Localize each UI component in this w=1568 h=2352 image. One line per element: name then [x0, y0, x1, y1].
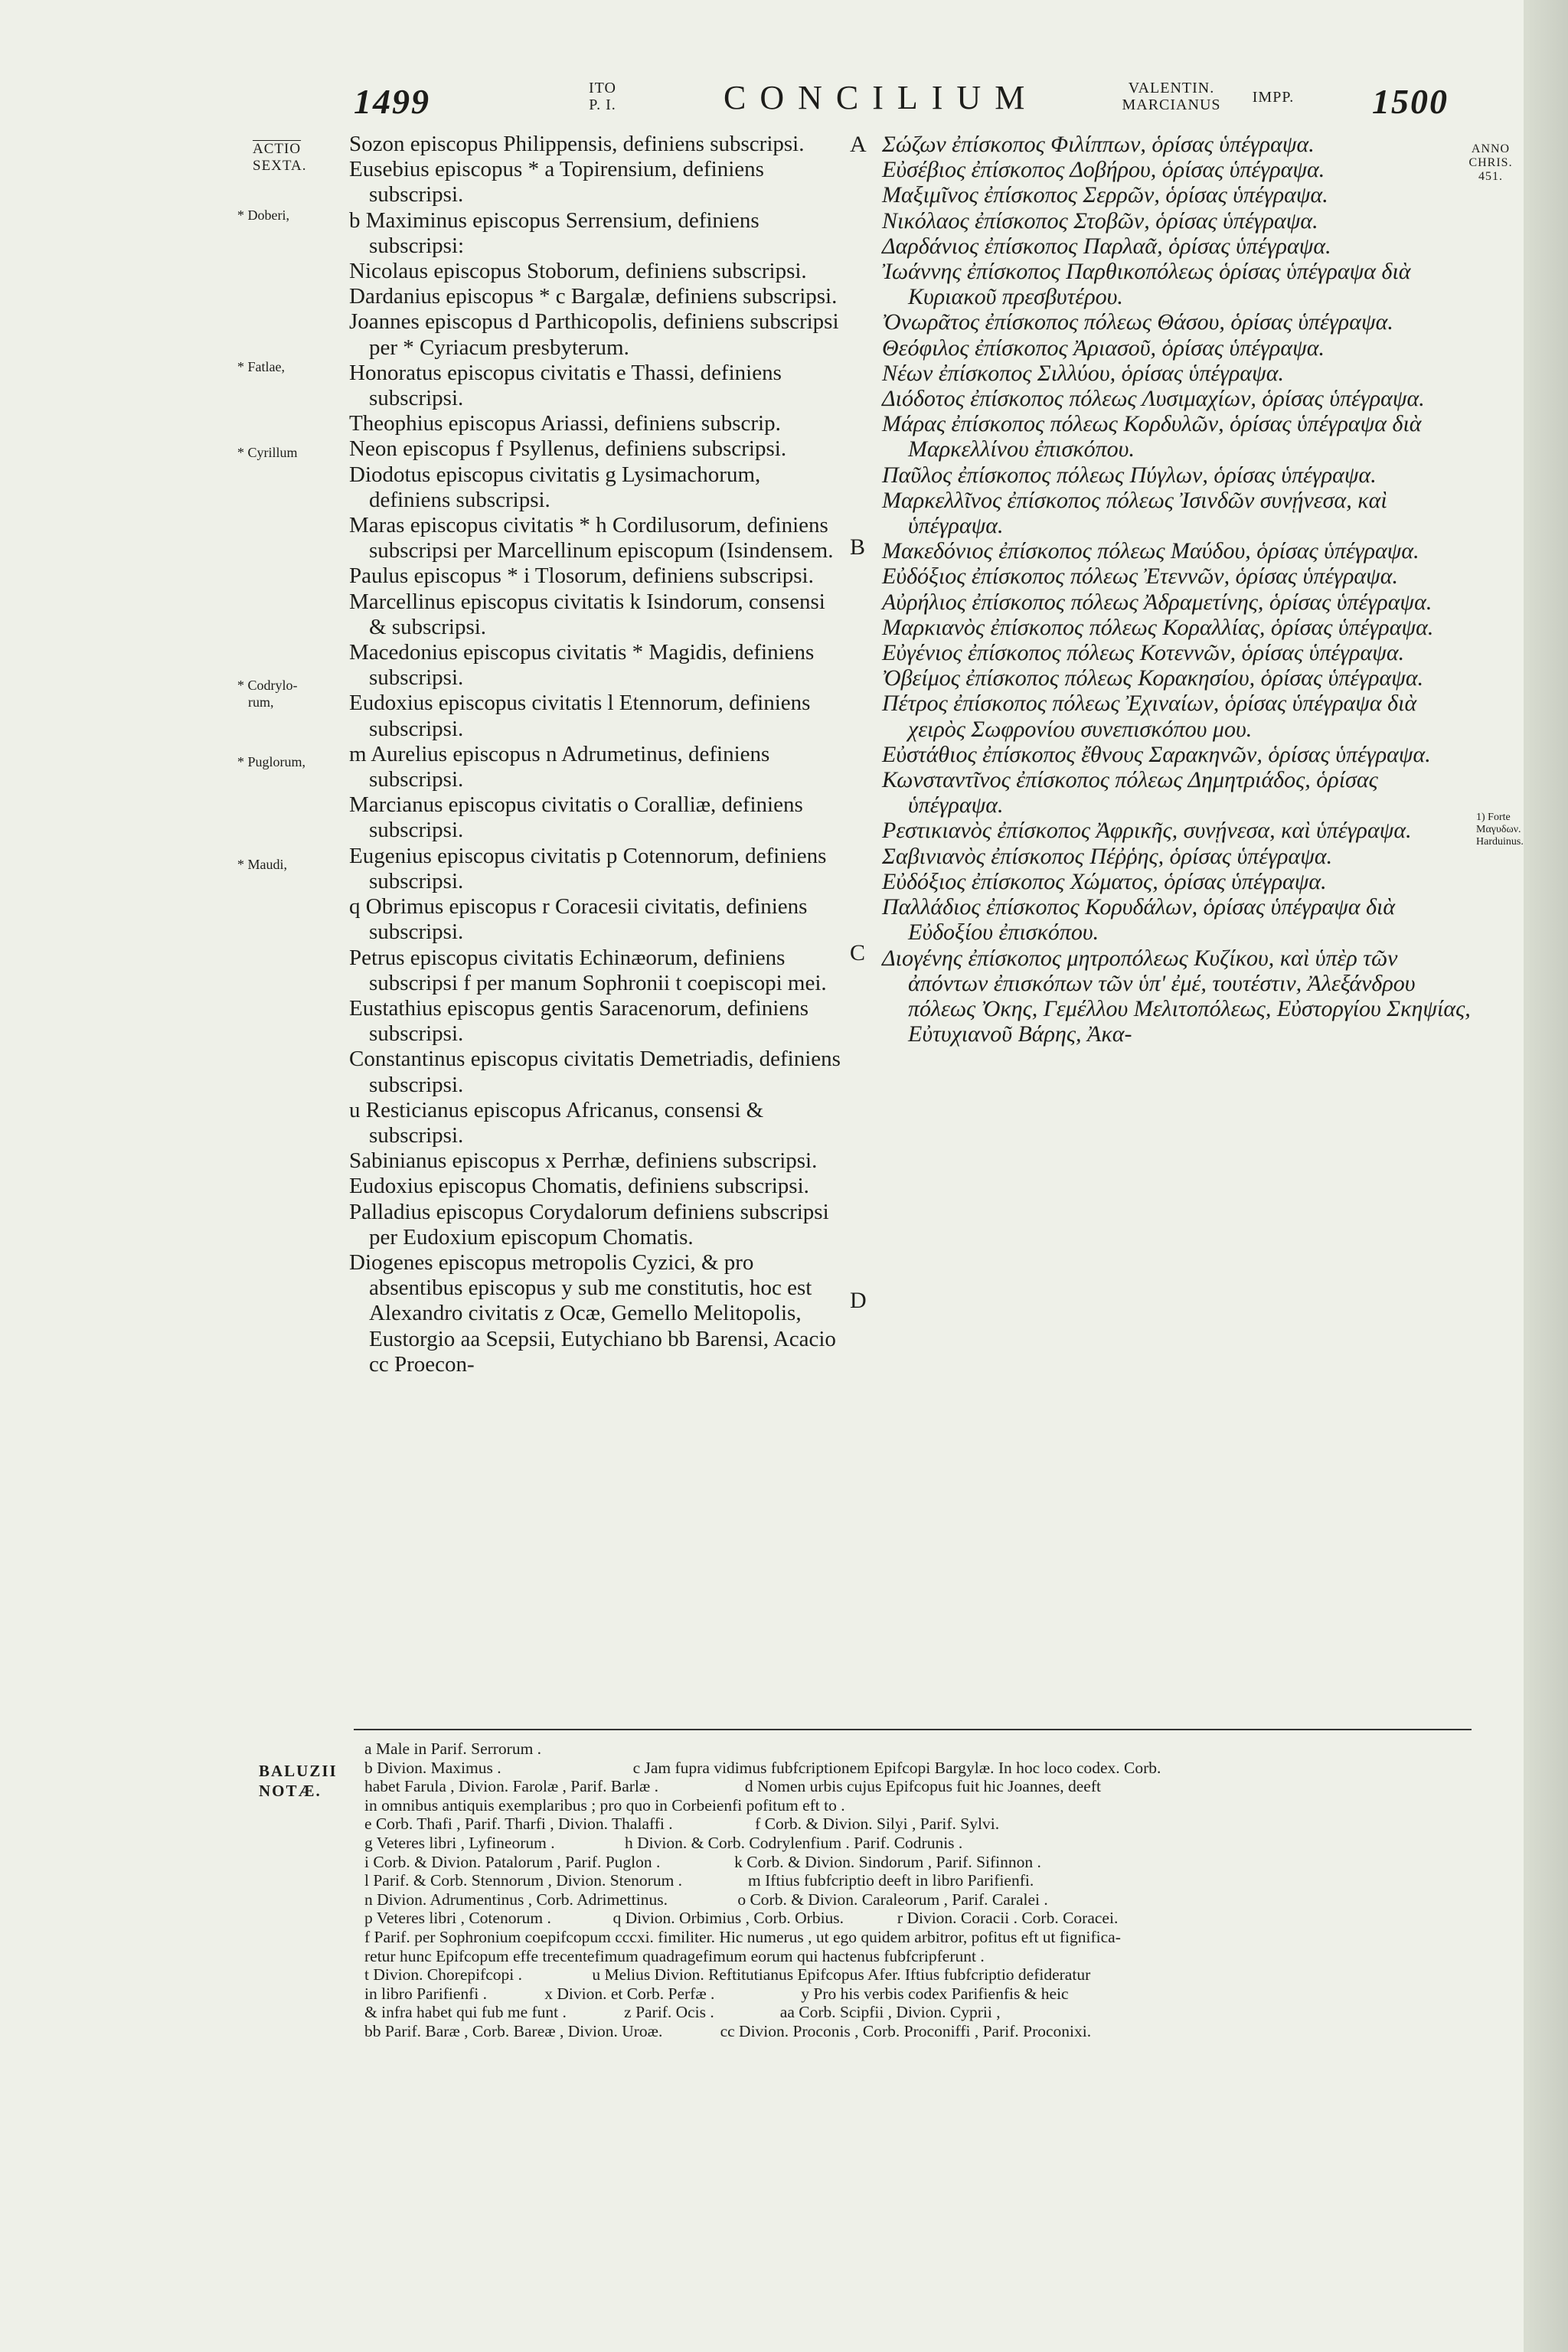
notes-label-1: BALUZII	[259, 1762, 338, 1780]
latin-entry: Marcellinus episcopus civitatis k Isindorum, consensi & subscripsi.	[349, 589, 825, 639]
latin-entry: Eustathius episcopus gentis Saracenorum, definiens subscripsi.	[349, 995, 809, 1047]
adjacent-page-edge	[1524, 0, 1568, 2352]
greek-entry: Εὐσέβιος ἐπίσκοπος Δοβήρου, ὁρίσας ὑπέγραψα.	[882, 157, 1325, 183]
greek-entry: Εὐστάθιος ἐπίσκοπος ἔθνους Σαρακηνῶν, ὁρίσας ὑπέγραψα.	[882, 741, 1431, 767]
latin-entry: u Resticianus episcopus Africanus, consensi & subscripsi.	[349, 1097, 764, 1148]
footnote-line: in libro Parifienfi . x Divion. et Corb. Perfæ . y Pro his verbis codex Parifienfis & heic	[364, 1984, 1069, 2003]
column-marker-b: B	[850, 534, 866, 560]
column-marker-d: D	[850, 1288, 867, 1313]
emperors-label	[1102, 80, 1240, 113]
running-header	[0, 77, 1524, 130]
greek-entry: Νικόλαος ἐπίσκοπος Στοβῶν, ὁρίσας ὑπέγραψα.	[882, 207, 1318, 234]
page-number-left: 1499	[354, 82, 430, 121]
margin-note-codrylorum	[237, 677, 298, 710]
latin-entry: Palladius episcopus Corydalorum definiens subscripsi per Eudoxium episcopum Chomatis.	[349, 1199, 829, 1250]
notes-divider	[354, 1729, 1472, 1730]
latin-entry: Honoratus episcopus civitatis e Thassi, definiens subscripsi.	[349, 360, 782, 411]
latin-entry: Neon episcopus f Psyllenus, definiens subscripsi.	[349, 436, 787, 462]
greek-entry: Ὀνωρᾶτος ἐπίσκοπος πόλεως Θάσου, ὁρίσας ὑπέγραψα.	[882, 309, 1393, 335]
notes-label	[259, 1761, 338, 1801]
footnote-line: t Divion. Chorepifcopi . u Melius Divion. Reftitutianus Epifcopus Afer. Iftius fubfcriptio defideratur	[364, 1965, 1091, 1984]
page-title: CONCILIUM	[724, 79, 1039, 116]
greek-entry: Νέων ἐπίσκοπος Σιλλύου, ὁρίσας ὑπέγραψα.	[882, 360, 1285, 386]
anno-line-1: ANNO	[1471, 142, 1511, 155]
emperor-top: VALENTIN.	[1128, 80, 1215, 96]
latin-entry: b Maximinus episcopus Serrensium, definiens subscripsi:	[349, 207, 760, 258]
latin-entry: Eudoxius episcopus Chomatis, definiens subscripsi.	[349, 1174, 809, 1199]
right-note-2: Μαγυδων.	[1476, 824, 1521, 835]
footnote-line: a Male in Parif. Serrorum .	[364, 1740, 542, 1758]
latin-entry: Sozon episcopus Philippensis, definiens subscripsi.	[349, 132, 805, 156]
greek-column	[882, 132, 1472, 1047]
latin-entry: Theophius episcopus Ariassi, definiens subscrip.	[349, 411, 781, 436]
latin-entry: Nicolaus episcopus Stoborum, definiens subscripsi.	[349, 259, 807, 284]
greek-entry: Εὐδόξιος ἐπίσκοπος πόλεως Ἐτεννῶν, ὁρίσας ὑπέγραψα.	[882, 564, 1399, 590]
column-marker-c: C	[850, 940, 866, 965]
page-number-right: 1500	[1372, 82, 1449, 121]
footnote-line: g Veteres libri , Lyfineorum . h Divion. & Corb. Codrylenfium . Parif. Codrunis .	[364, 1833, 963, 1852]
greek-entry: Μάρας ἐπίσκοπος πόλεως Κορδυλῶν, ὁρίσας ὑπέγραψα διὰ Μαρκελλίνου ἐπισκόπου.	[882, 411, 1422, 462]
footnote-line: e Corb. Thafi , Parif. Tharfi , Divion. Thalaffi . f Corb. & Divion. Silyi , Parif. Sylvi.	[364, 1815, 1000, 1834]
footnotes	[364, 1740, 1490, 2041]
greek-entry: Ρεστικιανὸς ἐπίσκοπος Ἀφρικῆς, συνῄνεσα, καὶ ὑπέγραψα.	[882, 818, 1412, 844]
right-margin-note	[1476, 812, 1522, 848]
greek-entry: Μαρκελλῖνος ἐπίσκοπος πόλεως Ἰσινδῶν συνῄνεσα, καὶ ὑπέγραψα.	[882, 487, 1387, 539]
footnote-line: bb Parif. Baræ , Corb. Bareæ , Divion. Uroæ. cc Divion. Proconis , Corb. Proconiffi , Parif. Proconixi.	[364, 2021, 1092, 2040]
margin-note-codrylorum-1: * Codrylo-	[237, 678, 298, 693]
latin-entry: Macedonius episcopus civitatis * Magidis, definiens subscripsi.	[349, 640, 815, 691]
right-note-3: Harduinus.	[1476, 836, 1524, 848]
greek-entry: Ἰωάννης ἐπίσκοπος Παρθικοπόλεως ὁρίσας ὑπέγραψα διὰ Κυριακοῦ πρεσβυτέρου.	[882, 259, 1411, 310]
impp-label: IMPP.	[1252, 89, 1295, 106]
greek-entry: Ὀβείμος ἐπίσκοπος πόλεως Κορακησίου, ὁρίσας ὑπέγραψα.	[882, 665, 1424, 691]
margin-note-maudi: * Maudi,	[237, 857, 287, 872]
latin-column	[349, 132, 847, 1377]
actio-label	[253, 141, 306, 175]
greek-entry: Θεόφιλος ἐπίσκοπος Ἀριασοῦ, ὁρίσας ὑπέγραψα.	[882, 335, 1325, 361]
margin-note-cyrillum: * Cyrillum	[237, 445, 298, 460]
greek-entry: Πέτρος ἐπίσκοπος πόλεως Ἐχιναίων, ὁρίσας ὑπέγραψα διὰ χειρὸς Σωφρονίου συνεπισκόπου μου.	[882, 691, 1417, 742]
footnote-line: i Corb. & Divion. Patalorum , Parif. Puglon . k Corb. & Divion. Sindorum , Parif. Sifinnon .	[364, 1852, 1041, 1871]
latin-entry: Constantinus episcopus civitatis Demetriadis, definiens subscripsi.	[349, 1047, 841, 1097]
emperor-bottom: MARCIANUS	[1122, 96, 1221, 113]
greek-entry: Μαξιμῖνος ἐπίσκοπος Σερρῶν, ὁρίσας ὑπέγραψα.	[882, 182, 1328, 208]
ito-label	[568, 80, 637, 113]
latin-entry: Dardanius episcopus * c Bargalæ, definiens subscripsi.	[349, 284, 838, 309]
column-marker-a: A	[850, 132, 867, 157]
greek-entry: Σώζων ἐπίσκοπος Φιλίππων, ὁρίσας ὑπέγραψα.	[882, 132, 1315, 157]
greek-entry: Παῦλος ἐπίσκοπος πόλεως Πύγλων, ὁρίσας ὑπέγραψα.	[882, 462, 1377, 488]
greek-entry: Αὐρήλιος ἐπίσκοπος πόλεως Ἀδραμετίνης, ὁρίσας ὑπέγραψα.	[882, 589, 1432, 615]
footnote-line: l Parif. & Corb. Stennorum , Divion. Stenorum . m Iftius fubfcriptio deeft in libro Parifienfi.	[364, 1871, 1034, 1890]
right-note-1: 1) Forte	[1476, 812, 1511, 823]
latin-entry: Eugenius episcopus civitatis p Cotennorum, definiens subscripsi.	[349, 843, 827, 893]
margin-note-doberi: * Doberi,	[237, 207, 289, 223]
latin-entry: Joannes episcopus d Parthicopolis, definiens subscripsi per * Cyriacum presbyterum.	[349, 309, 839, 360]
notes-label-2: NOTÆ.	[259, 1782, 322, 1800]
footnote-line: & infra habet qui fub me funt . z Parif. Ocis . aa Corb. Scipfii , Divion. Cyprii ,	[364, 2003, 1001, 2022]
footnote-line: habet Farula , Divion. Farolæ , Parif. Barlæ . d Nomen urbis cujus Epifcopus fuit hic Joannes, deeft	[364, 1777, 1101, 1796]
actio-line-2: SEXTA.	[253, 158, 307, 174]
greek-entry: Κωνσταντῖνος ἐπίσκοπος πόλεως Δημητριάδος, ὁρίσας ὑπέγραψα.	[882, 767, 1378, 818]
anno-line-2: CHRIS.	[1468, 156, 1513, 169]
latin-entry: Paulus episcopus * i Tlosorum, definiens subscripsi.	[349, 564, 814, 589]
greek-entry: Μαρκιανὸς ἐπίσκοπος πόλεως Κοραλλίας, ὁρίσας ὑπέγραψα.	[882, 614, 1434, 640]
anno-christi-label	[1468, 142, 1513, 184]
latin-entry: Diogenes episcopus metropolis Cyzici, & pro absentibus episcopus y sub me constitutis, hoc est Alexandro civitatis z Ocæ, Gemello Melitopolis, Eustorgio aa Scepsii, Eutychiano bb Barensi, Acacio cc Proecon-	[349, 1250, 836, 1377]
margin-note-fatlae: * Fatlae,	[237, 359, 285, 374]
greek-entry: Παλλάδιος ἐπίσκοπος Κορυδάλων, ὁρίσας ὑπέγραψα διὰ Εὐδοξίου ἐπισκόπου.	[882, 894, 1396, 946]
margin-note-codrylorum-2: rum,	[248, 694, 274, 710]
greek-entry: Εὐδόξιος ἐπίσκοπος Χώματος, ὁρίσας ὑπέγραψα.	[882, 868, 1327, 894]
footnote-line: b Divion. Maximus . c Jam fupra vidimus fubfcriptionem Epifcopi Bargylæ. In hoc loco codex. Corb.	[364, 1758, 1161, 1777]
anno-line-3: 451.	[1478, 170, 1503, 183]
footnote-line: p Veteres libri , Cotenorum . q Divion. Orbimius , Corb. Orbius. r Divion. Coracii . Corb. Coracei.	[364, 1909, 1119, 1928]
latin-entry: m Aurelius episcopus n Adrumetinus, definiens subscripsi.	[349, 741, 770, 792]
latin-entry: Eudoxius episcopus civitatis l Etennorum, definiens subscripsi.	[349, 691, 811, 741]
latin-entry: Eusebius episcopus * a Topirensium, definiens subscripsi.	[349, 157, 764, 207]
latin-entry: Sabinianus episcopus x Perrhæ, definiens subscripsi.	[349, 1148, 818, 1174]
latin-entry: Diodotus episcopus civitatis g Lysimachorum, definiens subscripsi.	[349, 462, 761, 512]
greek-entry: Μακεδόνιος ἐπίσκοπος πόλεως Μαύδου, ὁρίσας ὑπέγραψα.	[882, 538, 1419, 564]
margin-note-puglorum: * Puglorum,	[237, 754, 306, 769]
greek-entry: Διογένης ἐπίσκοπος μητροπόλεως Κυζίκου, καὶ ὑπὲρ τῶν ἀπόντων ἐπισκόπων τῶν ὑπ' ἐμέ, τουτέστιν, Ἀλεξάνδρου πόλεως Ὀκης, Γεμέλλου Μελιτοπόλεως, Εὐστοργίου Σκηψίας, Εὐτυχιανοῦ Βάρης, Ἀκα-	[882, 945, 1471, 1047]
latin-entry: q Obrimus episcopus r Coracesii civitatis, definiens subscripsi.	[349, 894, 808, 945]
ito-top: ITO	[589, 80, 616, 96]
greek-entry: Εὐγένιος ἐπίσκοπος πόλεως Κοτεννῶν, ὁρίσας ὑπέγραψα.	[882, 640, 1405, 666]
latin-entry: Marcianus episcopus civitatis o Coralliæ, definiens subscripsi.	[349, 792, 803, 843]
greek-entry: Δαρδάνιος ἐπίσκοπος Παρλαᾶ, ὁρίσας ὑπέγραψα.	[882, 233, 1331, 259]
footnote-line: n Divion. Adrumentinus , Corb. Adrimettinus. o Corb. & Divion. Caraleorum , Parif. Caralei .	[364, 1890, 1048, 1909]
latin-entry: Petrus episcopus civitatis Echinæorum, definiens subscripsi f per manum Sophronii t coepiscopi mei.	[349, 945, 827, 995]
footnote-line: in omnibus antiquis exemplaribus ; pro quo in Corbeienfi pofitum eft to .	[364, 1795, 845, 1815]
footnote-line: retur hunc Epifcopum effe trecentefimum quadragefimum eorum qui hactenus fubfcripferunt .	[364, 1946, 985, 1965]
latin-entry: Maras episcopus civitatis * h Cordilusorum, definiens subscripsi per Marcellinum episcopum (Isindensem.	[349, 513, 834, 564]
ito-bottom: P. I.	[589, 96, 616, 113]
greek-entry: Διόδοτος ἐπίσκοπος πόλεως Λυσιμαχίων, ὁρίσας ὑπέγραψα.	[882, 386, 1425, 412]
actio-line-1: ACTIO	[253, 141, 302, 157]
greek-entry: Σαβινιανὸς ἐπίσκοπος Πέῤῥης, ὁρίσας ὑπέγραψα.	[882, 843, 1333, 869]
footnote-line: f Parif. per Sophronium coepifcopum cccxi. fimiliter. Hic numerus , ut ego quidem arbitror, pofitus eft ut fignifica-	[364, 1927, 1121, 1946]
